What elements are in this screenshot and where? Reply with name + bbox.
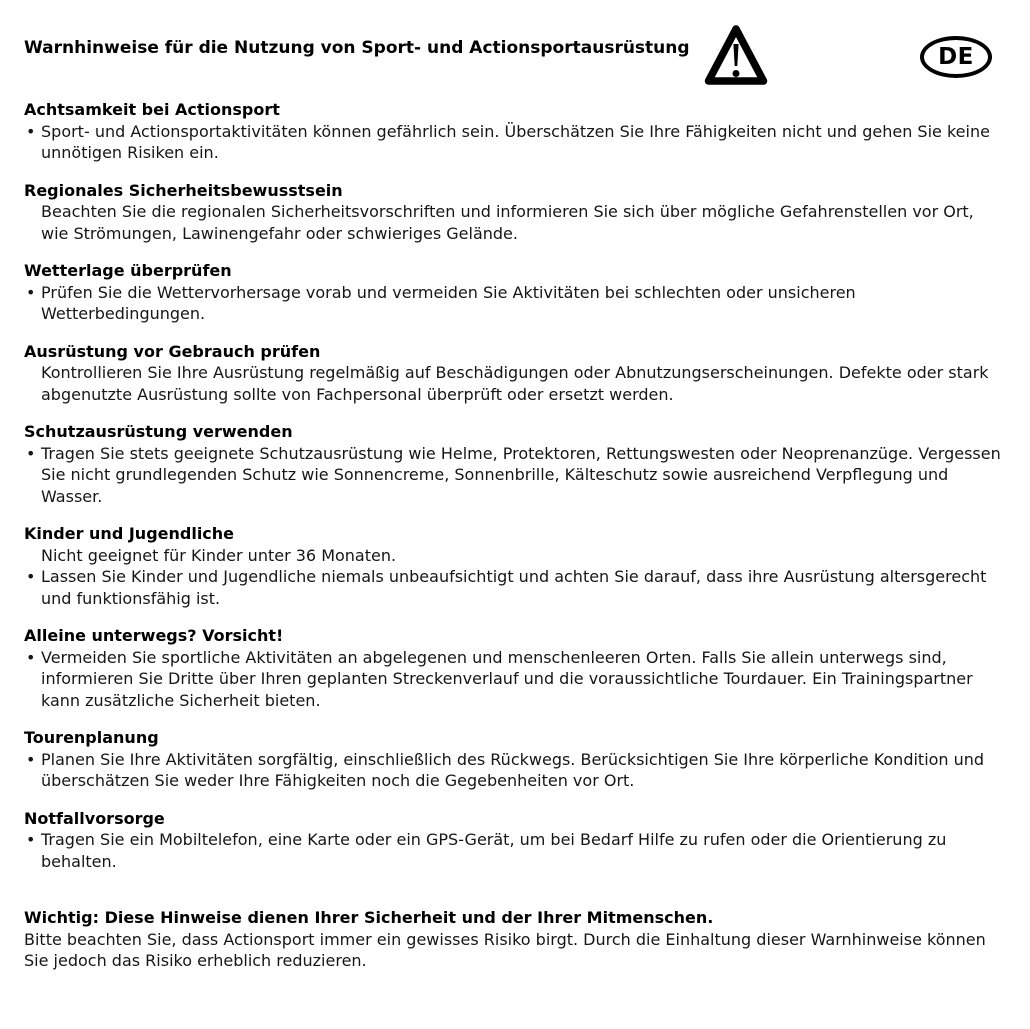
list-item-text: Sport- und Actionsportaktivitäten können gefährlich sein. Überschätzen Sie Ihre Fähigkeiten nicht und gehen Sie keine unnötigen Risiken ein. — [41, 121, 990, 162]
list-item-text: Vermeiden Sie sportliche Aktivitäten an abgelegenen und menschenleeren Orten. Falls Sie allein unterwegs sind, informieren Sie Dritte über Ihren geplanten Streckenverlauf und die voraussichtliche Tourdauer. Ein Trainingspartner kann zusätzliche Sicherheit bieten. — [41, 647, 973, 710]
section-heading: Regionales Sicherheitsbewusstsein — [24, 180, 343, 200]
list-item-text: Nicht geeignet für Kinder unter 36 Monaten. — [41, 545, 397, 565]
warning-section — [24, 260, 1005, 325]
list-item — [24, 282, 1005, 325]
section-heading: Schutzausrüstung verwenden — [24, 422, 293, 441]
bullet-icon: • — [26, 443, 36, 463]
bullet-icon: • — [26, 830, 36, 849]
list-item — [24, 443, 1005, 508]
warning-section — [24, 625, 1005, 711]
list-item — [24, 362, 1005, 405]
section-heading: Tourenplanung — [24, 728, 159, 747]
section-heading: Alleine unterwegs? Vorsicht! — [24, 626, 284, 645]
list-item — [24, 566, 1005, 609]
section-items — [24, 282, 1005, 325]
section-heading: Notfallvorsorge — [24, 808, 165, 828]
section-items — [24, 201, 1005, 244]
section-items — [24, 545, 1005, 610]
section-heading: Ausrüstung vor Gebrauch prüfen — [24, 341, 321, 361]
warning-section — [24, 99, 1005, 164]
warning-section — [24, 523, 1005, 609]
bullet-icon: • — [26, 121, 36, 141]
section-items — [24, 829, 1005, 872]
document-footer — [24, 907, 1005, 972]
warning-section — [24, 341, 1005, 406]
section-heading: Kinder und Jugendliche — [24, 524, 235, 543]
warning-section — [24, 727, 1005, 792]
list-item-text: Tragen Sie stets geeignete Schutzausrüstung wie Helme, Protektoren, Rettungswesten oder Neoprenanzüge. Vergessen Sie nicht grundlegenden Schutz wie Sonnencreme, Sonnenbrille, Kälteschutz sowie ausreichend Verpflegung und Wasser. — [41, 443, 1001, 506]
bullet-icon: • — [26, 282, 36, 302]
footer-important-heading: Wichtig: Diese Hinweise dienen Ihrer Sicherheit und der Ihrer Mitmenschen. — [24, 908, 714, 927]
warning-section — [24, 180, 1005, 245]
section-heading: Achtsamkeit bei Actionsport — [24, 100, 280, 119]
list-item — [24, 201, 1005, 244]
section-heading: Wetterlage überprüfen — [24, 261, 232, 280]
list-item-text: Kontrollieren Sie Ihre Ausrüstung regelmäßig auf Beschädigungen oder Abnutzungserscheinungen. Defekte oder stark abgenutzte Ausrüstung sollte von Fachpersonal überprüft oder ersetzt werden. — [41, 363, 989, 404]
list-item — [24, 121, 1005, 164]
list-item-text: Tragen Sie ein Mobiltelefon, eine Karte oder ein GPS-Gerät, um bei Bedarf Hilfe zu rufen oder die Orientierung zu behalten. — [41, 830, 947, 871]
list-item — [24, 647, 1005, 712]
bullet-icon: • — [26, 647, 36, 667]
list-item-text: Lassen Sie Kinder und Jugendliche niemals unbeaufsichtigt und achten Sie darauf, dass ihre Ausrüstung altersgerecht und funktionsfähig ist. — [41, 567, 987, 608]
bullet-icon: • — [26, 749, 36, 769]
language-badge — [920, 36, 992, 78]
list-item-text: Beachten Sie die regionalen Sicherheitsvorschriften und informieren Sie sich über mögliche Gefahrenstellen vor Ort, wie Strömungen, Lawinengefahr oder schwieriges Gelände. — [41, 202, 974, 243]
warning-section — [24, 808, 1005, 873]
section-items — [24, 121, 1005, 164]
list-item — [24, 749, 1005, 792]
warning-section — [24, 421, 1005, 507]
list-item-text: Prüfen Sie die Wettervorhersage vorab und vermeiden Sie Aktivitäten bei schlechten oder unsicheren Wetterbedingungen. — [41, 282, 856, 323]
page-title: Warnhinweise für die Nutzung von Sport- und Actionsportausrüstung — [24, 38, 690, 58]
language-badge-label: DE — [938, 44, 974, 70]
list-item — [24, 545, 1005, 567]
document-header — [24, 23, 1005, 89]
warning-sections — [24, 99, 1005, 872]
bullet-icon: • — [26, 567, 36, 586]
section-items — [24, 443, 1005, 508]
list-item — [24, 829, 1005, 872]
section-items — [24, 647, 1005, 712]
warning-triangle-icon — [703, 23, 769, 89]
section-items — [24, 749, 1005, 792]
footer-important-text: Bitte beachten Sie, dass Actionsport immer ein gewisses Risiko birgt. Durch die Einhaltung dieser Warnhinweise können Sie jedoch das Risiko erheblich reduzieren. — [24, 929, 986, 970]
list-item-text: Planen Sie Ihre Aktivitäten sorgfältig, einschließlich des Rückwegs. Berücksichtigen Sie Ihre körperliche Kondition und überschätzen Sie weder Ihre Fähigkeiten noch die Gegebenheiten vor Ort. — [41, 749, 985, 790]
section-items — [24, 362, 1005, 405]
